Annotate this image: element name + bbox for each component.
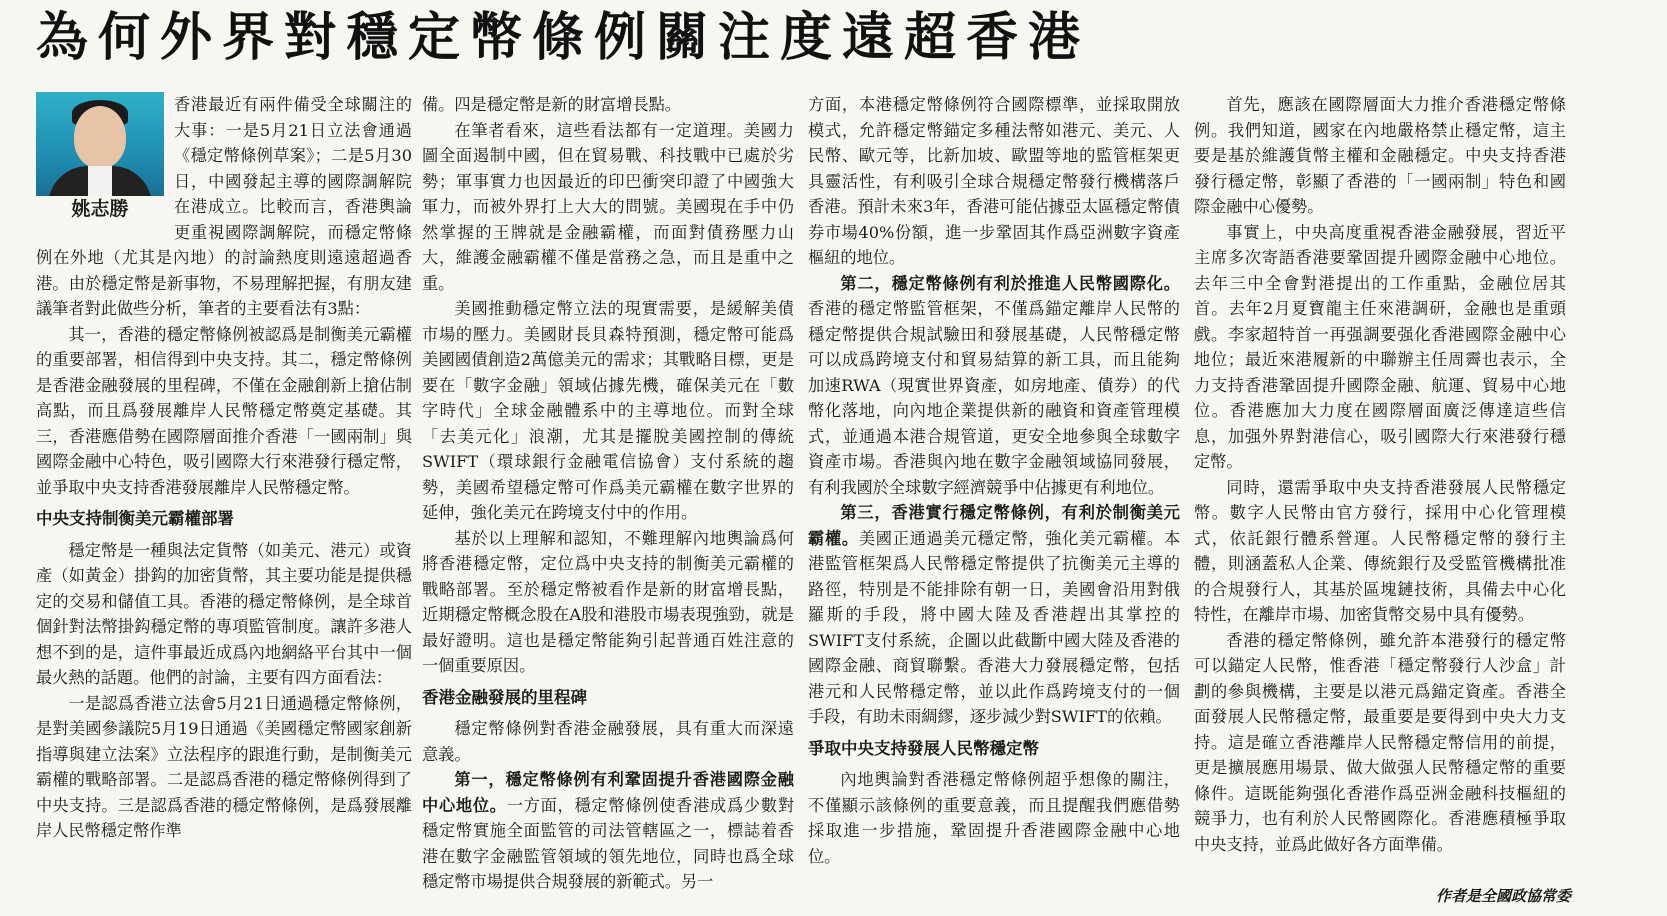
paragraph: [36, 691, 412, 844]
paragraph: [36, 322, 412, 501]
paragraph: [422, 118, 794, 297]
paragraph-text: 事實上，中央高度重視香港金融發展，習近平主席多次寄語香港要鞏固提升國際金融中心地位。去年三中全會對港提出的工作重點，金融位居其首。去年2月夏寶龍主任來港調研，金融也是重頭戲。李家超特首一再强調要强化香港國際金融中心地位；最近來港履新的中聯辦主任周霽也表示，全力支持香港鞏固提升國際金融、航運、貿易中心地位。香港應加大力度在國際層面廣泛傳達這些信息，加强外界對港信心，吸引國際大行來港發行穩定幣。: [1194, 222, 1566, 471]
author-name: 姚志勝: [71, 198, 129, 220]
paragraph: [422, 716, 794, 767]
paragraph: [422, 296, 794, 526]
paragraph: [422, 526, 794, 679]
author-photo: [36, 92, 164, 196]
paragraph-text: 在筆者看來，這些看法都有一定道理。美國力圖全面遏制中國，但在貿易戰、科技戰中已處於劣勢；軍事實力也因最近的印巴衝突印證了中國強大軍力，而被外界打上大大的問號。美國現在手中仍然掌握的王牌就是金融霸權，而面對債務壓力山大，維護金融霸權不僅是當務之急，而且是重中之重。: [422, 120, 794, 293]
section-subheading: 爭取中央支持發展人民幣穩定幣: [808, 738, 1039, 758]
paragraph: [1194, 475, 1566, 628]
author-photo-block: [36, 92, 164, 222]
paragraph: [1194, 220, 1566, 475]
article-column-1: [36, 92, 412, 910]
paragraph-text: 首先，應該在國際層面大力推介香港穩定幣條例。我們知道，國家在內地嚴格禁止穩定幣，這主要是基於維護貨幣主權和金融穩定。中央支持香港發行穩定幣，彰顯了香港的「一國兩制」特色和國際金融中心優勢。: [1194, 95, 1566, 216]
paragraph-text: 基於以上理解和認知，不難理解內地輿論爲何將香港穩定幣，定位爲中央支持的制衡美元霸權的戰略部署。至於穩定幣被看作是新的財富增長點，近期穩定幣概念股在A股和港股市場表現強勁，就是最好證明。這也是穩定幣能夠引起普通百姓注意的一個重要原因。: [422, 528, 794, 675]
paragraph: [808, 271, 1180, 501]
paragraph: [422, 92, 794, 118]
article-column-2: [422, 92, 794, 910]
paragraph-text: 香港最近有兩件備受全球關注的大事：一是5月21日立法會通過《穩定幣條例草案》；二是5月30日，中國發起主導的國際調解院在港成立。比較而言，香港輿論更重視國際調解院，而穩定幣條例在外地（尤其是內地）的討論熱度則遠遠超過香港。由於穩定幣是新事物，不易理解把握，有朋友建議筆者對此做些分析，筆者的主要看法有3點：: [36, 95, 412, 318]
paragraph: [1194, 628, 1566, 858]
headline: 為何外界對穩定幣條例關注度遠超香港: [36, 7, 1091, 68]
paragraph: [422, 767, 794, 895]
paragraph-text: 穩定幣條例對香港金融發展，具有重大而深遠意義。: [422, 719, 794, 764]
paragraph-text: 其一，香港的穩定幣條例被認爲是制衡美元霸權的重要部署，相信得到中央支持。其二，穩定幣條例是香港金融發展的里程碑，不僅在金融創新上搶佔制高點，而且爲發展離岸人民幣穩定幣奠定基礎。其三，香港應借勢在國際層面推介香港「一國兩制」與國際金融中心特色，吸引國際大行來港發行穩定幣，並爭取中央支持香港發展離岸人民幣穩定幣。: [36, 324, 412, 497]
paragraph-text: 內地輿論對香港穩定幣條例超乎想像的關注，不僅顯示該條例的重要意義，而且提醒我們應借勢採取進一步措施，鞏固提升香港國際金融中心地位。: [808, 770, 1180, 866]
paragraph-text: 香港的穩定幣監管框架，不僅爲錨定離岸人民幣的穩定幣提供合規試驗田和發展基礎，人民幣穩定幣可以成爲跨境支付和貿易結算的新工具，而且能夠加速RWA（現實世界資產，如房地產、債券）的代幣化落地，向內地企業提供新的融資和資產管理模式，並通過本港合規管道，更安全地參與全球數字資產市場。香港與內地在數字金融領域協同發展，有利我國於全球數字經濟競爭中佔據更有利地位。: [808, 299, 1180, 497]
article-column-3: [808, 92, 1180, 910]
author-note: 作者是全國政協常委: [1435, 887, 1571, 905]
paragraph: [1194, 92, 1566, 220]
paragraph-text: 備。四是穩定幣是新的財富增長點。: [422, 95, 681, 114]
paragraph-lead: 第二，穩定幣條例有利於推進人民幣國際化。: [840, 273, 1180, 293]
paragraph-text: 美國正通過美元穩定幣，強化美元霸權。本港監管框架爲人民幣穩定幣提供了抗衡美元主導的路徑，特別是不能排除有朝一日，美國會沿用對俄羅斯的手段，將中國大陸及香港趕出其掌控的SWIFT支付系統，企圖以此截斷中國大陸及香港的國際金融、商貿聯繫。香港大力發展穩定幣，包括港元和人民幣穩定幣，並以此作爲跨境支付的一個手段，有助未雨綢繆，逐步減少對SWIFT的依賴。: [808, 528, 1180, 726]
paragraph-text: 方面，本港穩定幣條例符合國際標準，並採取開放模式，允許穩定幣錨定多種法幣如港元、美元、人民幣、歐元等，比新加坡、歐盟等地的監管框架更具靈活性，有利吸引全球合規穩定幣發行機構落戶香港。預計未來3年，香港可能佔據亞太區穩定幣債券市場40%份額，進一步鞏固其作爲亞洲數字資產樞紐的地位。: [808, 95, 1180, 267]
paragraph-text: 一是認爲香港立法會5月21日通過穩定幣條例，是對美國參議院5月19日通過《美國穩定幣國家創新指導與建立法案》立法程序的跟進行動，是制衡美元霸權的戰略部署。二是認爲香港的穩定幣條例得到了中央支持。三是認爲香港的穩定幣條例，是爲發展離岸人民幣穩定幣作準: [36, 693, 412, 840]
paragraph: [36, 538, 412, 691]
paragraph-text: 香港的穩定幣條例，雖允許本港發行的穩定幣可以錨定人民幣，惟香港「穩定幣發行人沙盒」計劃的參與機構，主要是以港元爲錨定資產。香港全面發展人民幣穩定幣，最重要是要得到中央大力支持。這是確立香港離岸人民幣穩定幣信用的前提，更是擴展應用場景、做大做强人民幣穩定幣的重要條件。這既能夠强化香港作爲亞洲金融科技樞紐的競爭力，也有利於人民幣國際化。香港應積極爭取中央支持，並爲此做好各方面準備。: [1194, 630, 1566, 854]
paragraph-text: 美國推動穩定幣立法的現實需要，是緩解美債市場的壓力。美國財長貝森特預測，穩定幣可能爲美國國債創造2萬億美元的需求；其戰略目標，更是要在「數字金融」領域佔據先機，確保美元在「數字時代」全球金融體系中的主導地位。而對全球「去美元化」浪潮，尤其是擺脫美國控制的傳統SWIFT（環球銀行金融電信協會）支付系統的趨勢，美國希望穩定幣可作爲美元霸權在數字世界的延伸，強化美元在跨境支付中的作用。: [422, 299, 794, 522]
article-column-4: [1194, 92, 1566, 910]
paragraph-lead: 第三，香港實行穩定幣條例，有利於制衡美元霸權。: [808, 503, 1180, 548]
paragraph-lead: 第一，穩定幣條例有利鞏固提升香港國際金融中心地位。: [422, 770, 794, 815]
paragraph: [808, 92, 1180, 271]
section-subheading: 香港金融發展的里程碑: [422, 687, 587, 707]
paragraph-text: 一方面，穩定幣條例使香港成爲少數對穩定幣實施全面監管的司法管轄區之一，標誌着香港在數字金融監管領域的領先地位，同時也爲全球穩定幣市場提供合規發展的新範式。另一: [422, 795, 794, 891]
paragraph: [808, 767, 1180, 869]
section-subheading: 中央支持制衡美元霸權部署: [36, 509, 234, 528]
paragraph: [808, 500, 1180, 730]
paragraph-text: 同時，還需爭取中央支持香港發展人民幣穩定幣。數字人民幣由官方發行，採用中心化管理模式，依託銀行體系營運。人民幣穩定幣的發行主體，則涵蓋私人企業、傳統銀行及受監管機構批准的合規發行人，其基於區塊鏈技術，具備去中心化特性，在離岸市場、加密貨幣交易中具有優勢。: [1194, 477, 1566, 624]
paragraph-text: 穩定幣是一種與法定貨幣（如美元、港元）或資產（如黃金）掛鈎的加密貨幣，其主要功能是提供穩定的交易和儲值工具。香港的穩定幣條例，是全球首個針對法幣掛鈎穩定幣的專項監管制度。讓許多港人想不到的是，這件事最近成爲內地網絡平台其中一個最火熱的話題。他們的討論，主要有四方面看法：: [36, 540, 412, 687]
